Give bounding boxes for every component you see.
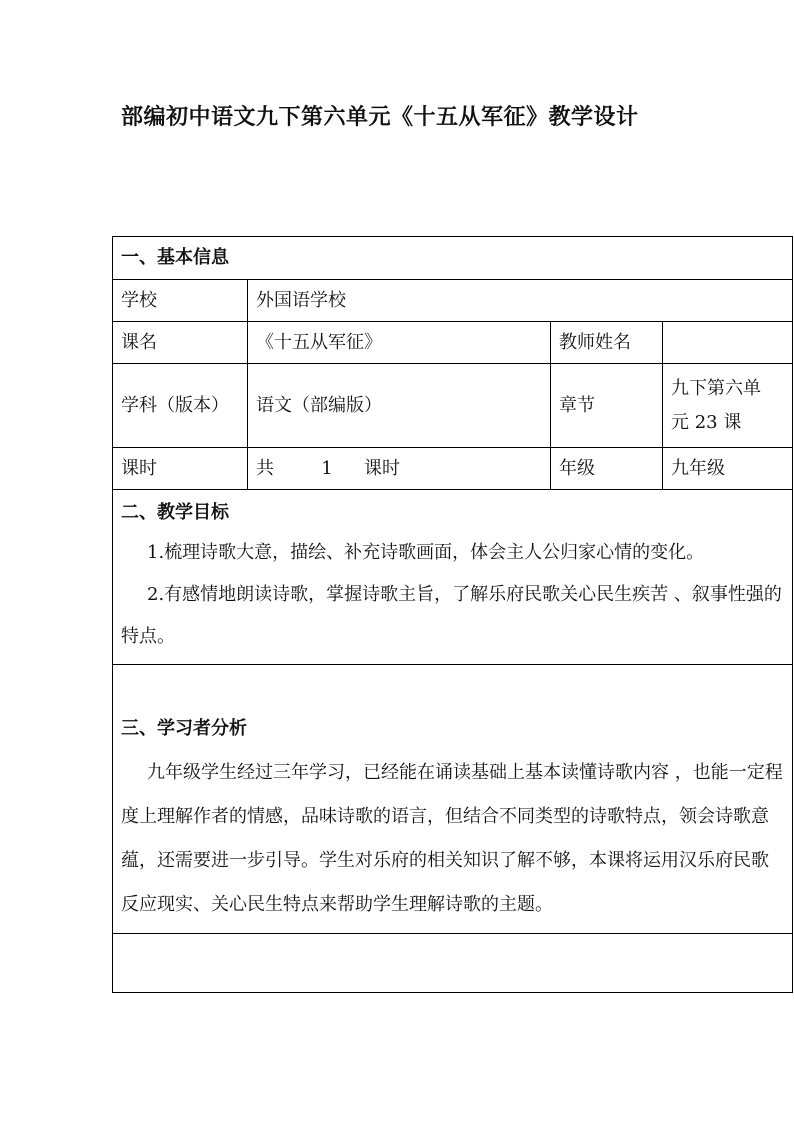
grade-label: 年级 <box>551 448 663 490</box>
hours-prefix: 共 <box>256 457 274 479</box>
hours-value <box>248 448 551 490</box>
learner-analysis-cell <box>113 665 793 934</box>
subject-value: 语文（部编版） <box>248 364 551 448</box>
blank-cell <box>113 934 793 993</box>
school-label: 学校 <box>113 280 248 322</box>
goal-item-1: 1.梳理诗歌大意，描绘、补充诗歌画面，体会主人公归家心情的变化。 <box>147 542 705 563</box>
course-value: 《十五从军征》 <box>248 322 551 364</box>
subject-row <box>113 364 793 448</box>
chapter-value-line2: 元 23 课 <box>671 411 742 433</box>
lesson-plan-table <box>112 236 793 993</box>
chapter-label: 章节 <box>551 364 663 448</box>
section-basic-info-row <box>113 237 793 280</box>
hours-suffix: 课时 <box>364 457 400 479</box>
course-label: 课名 <box>113 322 248 364</box>
learner-analysis-row <box>113 665 793 934</box>
goals-cell <box>113 490 793 665</box>
subject-label: 学科（版本） <box>113 364 248 448</box>
school-row <box>113 280 793 322</box>
section-header-learner-analysis: 三、学习者分析 <box>121 718 247 739</box>
school-value: 外国语学校 <box>248 280 793 322</box>
grade-value: 九年级 <box>663 448 793 490</box>
chapter-value-line1: 九下第六单 <box>671 377 761 399</box>
learner-analysis-paragraph: 九年级学生经过三年学习，已经能在诵读基础上基本读懂诗歌内容 ，也能一定程度上理解作者的情感，品味诗歌的语言，但结合不同类型的诗歌特点，领会诗歌意蕴，还需要进一步引导。学生对乐府的相关知识了解不够，本课将运用汉乐府民歌反应现实、关心民生特点来帮助学生理解诗歌的主题。 <box>121 762 783 915</box>
course-row <box>113 322 793 364</box>
section-header-basic-info: 一、基本信息 <box>113 237 793 280</box>
goal-item-2: 2.有感情地朗读诗歌，掌握诗歌主旨，了解乐府民歌关心民生疾苦 、叙事性强的特点。 <box>121 584 782 647</box>
blank-row <box>113 934 793 993</box>
teacher-label: 教师姓名 <box>551 322 663 364</box>
chapter-value <box>663 364 793 448</box>
hours-row <box>113 448 793 490</box>
document-title: 部编初中语文九下第六单元《十五从军征》教学设计 <box>121 105 639 130</box>
hours-label: 课时 <box>113 448 248 490</box>
teacher-value <box>663 322 793 364</box>
section-header-goals: 二、教学目标 <box>121 502 229 523</box>
hours-number: 1 <box>321 457 333 479</box>
goals-row <box>113 490 793 665</box>
